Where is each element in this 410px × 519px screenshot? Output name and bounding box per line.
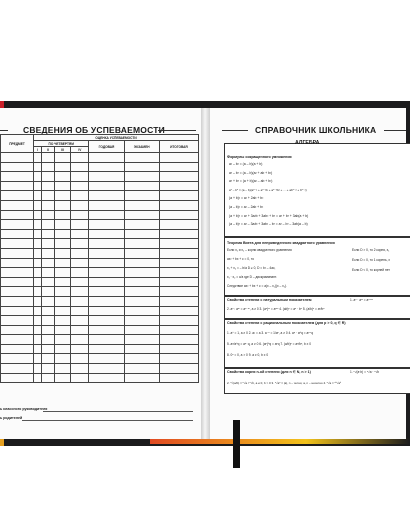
grade-cell[interactable] bbox=[34, 277, 42, 287]
right-title-rule-b bbox=[384, 130, 406, 131]
grade-cell[interactable] bbox=[159, 268, 198, 278]
grade-cell[interactable] bbox=[124, 191, 159, 201]
grade-cell[interactable] bbox=[124, 287, 159, 297]
table-row bbox=[1, 191, 199, 201]
formula-line: (a + b)² = a² + 2ab + b² bbox=[229, 196, 264, 201]
subject-cell[interactable] bbox=[1, 172, 34, 182]
grade-cell[interactable] bbox=[34, 316, 42, 326]
left-title-rule-a bbox=[0, 130, 8, 131]
grade-cell[interactable] bbox=[54, 316, 70, 326]
grade-cell[interactable] bbox=[34, 229, 42, 239]
vieta-case-line: Если D = 0, то 1 корень, x bbox=[352, 258, 390, 262]
grade-cell[interactable] bbox=[124, 277, 159, 287]
grade-cell[interactable] bbox=[71, 344, 89, 354]
grade-cell[interactable] bbox=[89, 200, 124, 210]
grade-cell[interactable] bbox=[89, 354, 124, 364]
grade-cell[interactable] bbox=[71, 325, 89, 335]
grade-cell[interactable] bbox=[71, 287, 89, 297]
grade-cell[interactable] bbox=[71, 364, 89, 374]
table-row bbox=[1, 335, 199, 345]
grade-cell[interactable] bbox=[159, 229, 198, 239]
grade-cell[interactable] bbox=[71, 268, 89, 278]
grades-table bbox=[0, 134, 199, 383]
block-title-3: Свойства степени с натуральным показателем bbox=[227, 298, 312, 302]
table-row bbox=[1, 277, 199, 287]
vieta-line: Следствие ax² + bx + c = a(x – x₁)(x – x₂). bbox=[227, 284, 287, 288]
grade-cell[interactable] bbox=[42, 344, 54, 354]
grade-cell[interactable] bbox=[34, 248, 42, 258]
grade-cell[interactable] bbox=[54, 287, 70, 297]
grade-cell[interactable] bbox=[42, 287, 54, 297]
formula-line: a³ – b³ = (a – b)(a² + ab + b²) bbox=[229, 170, 273, 175]
grade-cell[interactable] bbox=[71, 229, 89, 239]
grade-cell[interactable] bbox=[89, 287, 124, 297]
grade-cell[interactable] bbox=[89, 191, 124, 201]
sign-parents-label: ь родителей bbox=[0, 416, 23, 420]
grade-cell[interactable] bbox=[34, 220, 42, 230]
grade-cell[interactable] bbox=[71, 191, 89, 201]
quarter-2: II bbox=[42, 147, 54, 153]
grade-cell[interactable] bbox=[54, 153, 70, 163]
col-quarters: ПО ЧЕТВЕРТЯМ bbox=[34, 141, 89, 147]
grade-cell[interactable] bbox=[159, 191, 198, 201]
grade-cell[interactable] bbox=[159, 172, 198, 182]
table-row bbox=[1, 153, 199, 163]
table-row bbox=[1, 258, 199, 268]
quarter-4: IV bbox=[71, 147, 89, 153]
grade-cell[interactable] bbox=[42, 268, 54, 278]
table-row bbox=[1, 296, 199, 306]
subject-cell[interactable] bbox=[1, 268, 34, 278]
subject-cell[interactable] bbox=[1, 296, 34, 306]
grade-cell[interactable] bbox=[42, 364, 54, 374]
grade-cell[interactable] bbox=[89, 335, 124, 345]
grade-cell[interactable] bbox=[42, 191, 54, 201]
rat-power-line: 1. a⁰ = 1, a ≠ 0 2. a¹ = a 3. a⁻ⁿ = 1/aⁿ, a ≠ 0 4. aᵖ · a^q = aᵖ⁺q bbox=[227, 331, 313, 335]
block-title-1: Формулы сокращенного умножения bbox=[227, 155, 292, 159]
grade-cell[interactable] bbox=[42, 248, 54, 258]
subject-cell[interactable] bbox=[1, 162, 34, 172]
grade-cell[interactable] bbox=[42, 258, 54, 268]
grade-cell[interactable] bbox=[34, 172, 42, 182]
grade-cell[interactable] bbox=[42, 181, 54, 191]
formula-line: a² – b² = (a – b)(a + b) bbox=[229, 162, 263, 166]
grade-cell[interactable] bbox=[71, 306, 89, 316]
grade-cell[interactable] bbox=[89, 364, 124, 374]
grade-cell[interactable] bbox=[34, 239, 42, 249]
grade-cell[interactable] bbox=[34, 191, 42, 201]
grade-cell[interactable] bbox=[42, 239, 54, 249]
grade-cell[interactable] bbox=[89, 344, 124, 354]
left-page-title: СВЕДЕНИЯ ОБ УСПЕВАЕМОСТИ bbox=[23, 125, 165, 135]
grade-cell[interactable] bbox=[124, 373, 159, 383]
grade-cell[interactable] bbox=[34, 325, 42, 335]
grade-cell[interactable] bbox=[42, 325, 54, 335]
grade-cell[interactable] bbox=[34, 354, 42, 364]
subject-cell[interactable] bbox=[1, 153, 34, 163]
block-title-2: Теорема Виета для неприведенного квадратного уравнения bbox=[227, 241, 335, 245]
grade-cell[interactable] bbox=[124, 239, 159, 249]
block-title-4: Свойства степени с рациональным показателем (для p > 0, q ∈ R) bbox=[227, 321, 346, 325]
grade-cell[interactable] bbox=[159, 354, 198, 364]
grade-cell[interactable] bbox=[124, 248, 159, 258]
grade-cell[interactable] bbox=[42, 316, 54, 326]
table-row bbox=[1, 268, 199, 278]
grade-cell[interactable] bbox=[54, 200, 70, 210]
grade-cell[interactable] bbox=[42, 354, 54, 364]
block-title-5: Свойства корня n-ой степени (для n ∈ N, n > 1) bbox=[227, 370, 311, 374]
grade-cell[interactable] bbox=[71, 153, 89, 163]
grade-cell[interactable] bbox=[34, 373, 42, 383]
grade-cell[interactable] bbox=[42, 229, 54, 239]
formula-line: (a + b)³ = a³ + 3a²b + 3ab² + b³ = a³ + b³ + 3ab(a + b) bbox=[229, 213, 309, 218]
grade-cell[interactable] bbox=[42, 162, 54, 172]
grade-cell[interactable] bbox=[71, 210, 89, 220]
grade-cell[interactable] bbox=[71, 172, 89, 182]
vieta-line: x₁ · x₂ = c/a где D – дискриминант. bbox=[227, 275, 277, 279]
table-row bbox=[1, 162, 199, 172]
subject-cell[interactable] bbox=[1, 248, 34, 258]
col-exam: ЭКЗАМЕН bbox=[124, 141, 159, 153]
grade-cell[interactable] bbox=[34, 181, 42, 191]
grade-cell[interactable] bbox=[89, 181, 124, 191]
grade-cell[interactable] bbox=[124, 364, 159, 374]
grade-cell[interactable] bbox=[159, 316, 198, 326]
subject-cell[interactable] bbox=[1, 200, 34, 210]
subject-cell[interactable] bbox=[1, 354, 34, 364]
col-grades: ОЦЕНКА УСПЕВАЕМОСТИ bbox=[34, 135, 199, 141]
grade-cell[interactable] bbox=[159, 181, 198, 191]
table-row bbox=[1, 287, 199, 297]
grade-cell[interactable] bbox=[42, 277, 54, 287]
grade-cell[interactable] bbox=[71, 277, 89, 287]
notebook-gutter bbox=[201, 108, 210, 439]
grade-cell[interactable] bbox=[42, 296, 54, 306]
grade-cell[interactable] bbox=[34, 162, 42, 172]
grade-cell[interactable] bbox=[34, 306, 42, 316]
grade-cell[interactable] bbox=[159, 306, 198, 316]
grade-cell[interactable] bbox=[159, 325, 198, 335]
grade-cell[interactable] bbox=[159, 344, 198, 354]
grade-cell[interactable] bbox=[54, 258, 70, 268]
grade-cell[interactable] bbox=[34, 210, 42, 220]
rat-power-line: 8. 0ⁿ = 0, a > 0 9. a ≠ 0, b ≠ 0 bbox=[227, 353, 269, 357]
grade-cell[interactable] bbox=[159, 364, 198, 374]
grade-cell[interactable] bbox=[89, 306, 124, 316]
formula-line: a³ + b³ = (a + b)(a² – ab + b²) bbox=[229, 179, 273, 184]
root-line: 1. ⁿ√(a·b) = ⁿ√a · ⁿ√b bbox=[350, 370, 380, 374]
grade-cell[interactable] bbox=[159, 287, 198, 297]
vieta-line: x₁ + x₂ = – b/a D ≥ 0, D = b² – 4ac, bbox=[227, 266, 276, 270]
nat-power-line: 1. aⁿ · aᵐ = aⁿ⁺ᵐ bbox=[350, 298, 373, 302]
subject-cell[interactable] bbox=[1, 191, 34, 201]
grade-cell[interactable] bbox=[54, 373, 70, 383]
grade-cell[interactable] bbox=[159, 277, 198, 287]
grade-cell[interactable] bbox=[54, 277, 70, 287]
right-title-rule-a bbox=[222, 130, 248, 131]
grade-cell[interactable] bbox=[89, 373, 124, 383]
quarter-1: I bbox=[34, 147, 42, 153]
grade-cell[interactable] bbox=[124, 258, 159, 268]
grade-cell[interactable] bbox=[54, 325, 70, 335]
subject-cell[interactable] bbox=[1, 220, 34, 230]
grade-cell[interactable] bbox=[159, 200, 198, 210]
grade-cell[interactable] bbox=[159, 220, 198, 230]
table-row bbox=[1, 344, 199, 354]
grade-cell[interactable] bbox=[42, 153, 54, 163]
grade-cell[interactable] bbox=[124, 325, 159, 335]
grade-cell[interactable] bbox=[54, 268, 70, 278]
grade-cell[interactable] bbox=[54, 296, 70, 306]
sign-teacher-label: ь классного руководителя bbox=[0, 407, 48, 411]
formula-line: aⁿ – bⁿ = (a – b)(aⁿ⁻¹ + aⁿ⁻²b + aⁿ⁻³b² + ... + abⁿ⁻² + bⁿ⁻¹) bbox=[229, 187, 307, 192]
grade-cell[interactable] bbox=[34, 287, 42, 297]
sign-teacher-line[interactable] bbox=[43, 411, 193, 412]
grade-cell[interactable] bbox=[71, 296, 89, 306]
grade-cell[interactable] bbox=[124, 220, 159, 230]
grade-cell[interactable] bbox=[54, 364, 70, 374]
grade-cell[interactable] bbox=[159, 296, 198, 306]
subject-cell[interactable] bbox=[1, 258, 34, 268]
grade-cell[interactable] bbox=[89, 296, 124, 306]
col-year: ГОДОВАЯ bbox=[89, 141, 124, 153]
grade-cell[interactable] bbox=[124, 210, 159, 220]
grade-cell[interactable] bbox=[89, 220, 124, 230]
grade-cell[interactable] bbox=[71, 354, 89, 364]
quarter-3: III bbox=[54, 147, 70, 153]
grade-cell[interactable] bbox=[42, 306, 54, 316]
grade-cell[interactable] bbox=[42, 335, 54, 345]
grade-cell[interactable] bbox=[42, 210, 54, 220]
grade-cell[interactable] bbox=[34, 200, 42, 210]
subject-cell[interactable] bbox=[1, 287, 34, 297]
subject-cell[interactable] bbox=[1, 325, 34, 335]
grade-cell[interactable] bbox=[54, 172, 70, 182]
grade-cell[interactable] bbox=[159, 153, 198, 163]
table-row bbox=[1, 172, 199, 182]
grade-cell[interactable] bbox=[42, 172, 54, 182]
subject-cell[interactable] bbox=[1, 181, 34, 191]
grade-cell[interactable] bbox=[89, 277, 124, 287]
right-page-title: СПРАВОЧНИК ШКОЛЬНИКА bbox=[255, 125, 377, 135]
table-row bbox=[1, 373, 199, 383]
grade-cell[interactable] bbox=[71, 181, 89, 191]
subject-cell[interactable] bbox=[1, 306, 34, 316]
col-final: ИТОГОВАЯ bbox=[159, 141, 198, 153]
grade-cell[interactable] bbox=[54, 191, 70, 201]
sign-parents-line[interactable] bbox=[22, 420, 193, 421]
grade-cell[interactable] bbox=[159, 162, 198, 172]
grade-cell[interactable] bbox=[34, 335, 42, 345]
grade-cell[interactable] bbox=[124, 306, 159, 316]
grade-cell[interactable] bbox=[42, 373, 54, 383]
subject-cell[interactable] bbox=[1, 210, 34, 220]
grade-cell[interactable] bbox=[124, 172, 159, 182]
rat-power-line: 5. aᵖ/a^q = aᵖ⁻q, a ≠ 0 6. (aᵖ)^q = aᵖq 7. (a/b)ᵖ = aᵖ/bᵖ, b ≠ 0 bbox=[227, 342, 312, 346]
table-row bbox=[1, 210, 199, 220]
bookmark-ribbon[interactable] bbox=[233, 420, 240, 468]
subject-cell[interactable] bbox=[1, 335, 34, 345]
nat-power-line: 2. aⁿ : aᵐ = aⁿ⁻ᵐ, a ≠ 0 3. (aⁿ)ᵐ = aⁿᵐ 4. (ab)ⁿ = aⁿ · bⁿ 5. (a/b)ⁿ = aⁿ/bⁿ bbox=[227, 307, 325, 311]
subject-cell[interactable] bbox=[1, 229, 34, 239]
grade-cell[interactable] bbox=[89, 210, 124, 220]
grade-cell[interactable] bbox=[89, 172, 124, 182]
grade-cell[interactable] bbox=[124, 181, 159, 191]
grade-cell[interactable] bbox=[124, 335, 159, 345]
grade-cell[interactable] bbox=[54, 181, 70, 191]
grade-cell[interactable] bbox=[54, 220, 70, 230]
table-row bbox=[1, 306, 199, 316]
table-row bbox=[1, 248, 199, 258]
subject-cell[interactable] bbox=[1, 344, 34, 354]
grade-cell[interactable] bbox=[89, 239, 124, 249]
grade-cell[interactable] bbox=[54, 344, 70, 354]
grade-cell[interactable] bbox=[159, 248, 198, 258]
vieta-line: Если x₁ и x₂ – корни квадратного уравнения bbox=[227, 248, 292, 252]
table-row bbox=[1, 316, 199, 326]
grade-cell[interactable] bbox=[124, 268, 159, 278]
grade-cell[interactable] bbox=[124, 162, 159, 172]
grade-cell[interactable] bbox=[124, 200, 159, 210]
formula-line: (a – b)³ = a³ – 3a²b + 3ab² – b³ = a³ – b³ – 3ab(a – b) bbox=[229, 222, 308, 227]
left-title-rule-b bbox=[158, 130, 196, 131]
vieta-case-line: Если D < 0, то корней нет bbox=[352, 268, 390, 272]
grade-cell[interactable] bbox=[124, 344, 159, 354]
table-row bbox=[1, 325, 199, 335]
grade-cell[interactable] bbox=[159, 335, 198, 345]
grade-cell[interactable] bbox=[89, 268, 124, 278]
grade-cell[interactable] bbox=[159, 373, 198, 383]
subject-cell[interactable] bbox=[1, 316, 34, 326]
col-subject: ПРЕДМЕТ bbox=[1, 135, 34, 153]
grade-cell[interactable] bbox=[89, 229, 124, 239]
grade-cell[interactable] bbox=[71, 335, 89, 345]
subject-cell[interactable] bbox=[1, 277, 34, 287]
grade-cell[interactable] bbox=[124, 316, 159, 326]
grade-cell[interactable] bbox=[159, 239, 198, 249]
grade-cell[interactable] bbox=[34, 364, 42, 374]
grade-cell[interactable] bbox=[159, 210, 198, 220]
table-row bbox=[1, 200, 199, 210]
grade-cell[interactable] bbox=[124, 296, 159, 306]
grade-cell[interactable] bbox=[71, 162, 89, 172]
grade-cell[interactable] bbox=[89, 258, 124, 268]
grade-cell[interactable] bbox=[54, 229, 70, 239]
grade-cell[interactable] bbox=[159, 258, 198, 268]
grade-cell[interactable] bbox=[71, 373, 89, 383]
grade-cell[interactable] bbox=[71, 200, 89, 210]
grade-cell[interactable] bbox=[34, 153, 42, 163]
grade-cell[interactable] bbox=[42, 200, 54, 210]
grade-cell[interactable] bbox=[71, 248, 89, 258]
grade-cell[interactable] bbox=[71, 220, 89, 230]
grade-cell[interactable] bbox=[54, 239, 70, 249]
grade-cell[interactable] bbox=[89, 325, 124, 335]
subject-cell[interactable] bbox=[1, 239, 34, 249]
grade-cell[interactable] bbox=[124, 229, 159, 239]
root-line: 2. ⁿ√(a/b) = ⁿ√a / ⁿ√b, a ≥ 0, b > 0 3. ⁿ√aⁿ = |a|, n – четно; a, n – нечетно 4. ⁿ√a = ⁿᵏ√aᵏ bbox=[227, 381, 342, 385]
grade-cell[interactable] bbox=[54, 210, 70, 220]
grade-cell[interactable] bbox=[71, 239, 89, 249]
section-title: АЛГЕБРА bbox=[295, 140, 320, 146]
grade-cell[interactable] bbox=[71, 258, 89, 268]
vieta-line: ax² + bx + c = 0, то bbox=[227, 257, 255, 261]
grade-cell[interactable] bbox=[89, 316, 124, 326]
formula-line: (a – b)² = a² – 2ab + b² bbox=[229, 205, 264, 209]
grade-cell[interactable] bbox=[54, 162, 70, 172]
grade-cell[interactable] bbox=[124, 153, 159, 163]
grade-cell[interactable] bbox=[54, 248, 70, 258]
subject-cell[interactable] bbox=[1, 373, 34, 383]
grade-cell[interactable] bbox=[89, 153, 124, 163]
grade-cell[interactable] bbox=[54, 306, 70, 316]
grade-cell[interactable] bbox=[54, 354, 70, 364]
grade-cell[interactable] bbox=[71, 316, 89, 326]
grade-cell[interactable] bbox=[34, 296, 42, 306]
vieta-case-line: Если D > 0, то 2 корня, x₁ bbox=[352, 248, 390, 252]
table-row bbox=[1, 364, 199, 374]
grade-cell[interactable] bbox=[42, 220, 54, 230]
table-row bbox=[1, 220, 199, 230]
table-row bbox=[1, 229, 199, 239]
table-row bbox=[1, 239, 199, 249]
grade-cell[interactable] bbox=[89, 248, 124, 258]
grade-cell[interactable] bbox=[34, 344, 42, 354]
grade-cell[interactable] bbox=[34, 258, 42, 268]
table-row bbox=[1, 354, 199, 364]
grade-cell[interactable] bbox=[89, 162, 124, 172]
grade-cell[interactable] bbox=[54, 335, 70, 345]
table-row bbox=[1, 181, 199, 191]
grade-cell[interactable] bbox=[124, 354, 159, 364]
subject-cell[interactable] bbox=[1, 364, 34, 374]
grade-cell[interactable] bbox=[34, 268, 42, 278]
